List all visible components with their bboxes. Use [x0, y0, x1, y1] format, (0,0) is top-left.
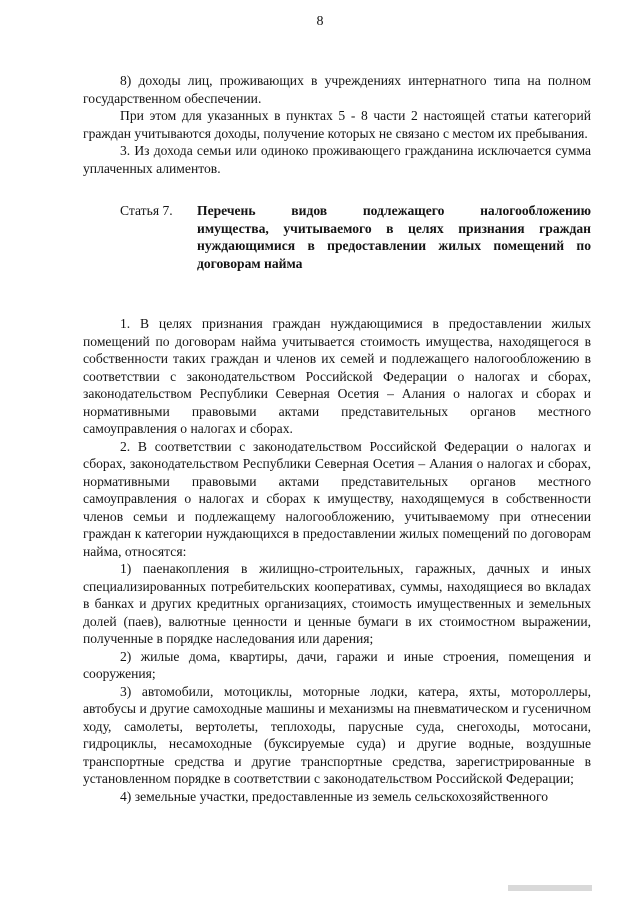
article-title-line: договорам найма: [197, 255, 303, 271]
paragraph-part-1: 1. В целях признания граждан нуждающимися в предоставлении жилых помещений по договорам найма учитывается стоимость имущества, находящегося в собственности таких граждан и членов их семей и подлежащего налогообложению в соответствии с законодательством Российской Федерации о налогах и сборах, законодательством Республики Северная Осетия – Алания о налогах и сборах и нормативными правовыми актами представительных органов местного самоуправления о налогах и сборах.: [83, 316, 591, 436]
paragraph-item-8: 8) доходы лиц, проживающих в учреждениях интернатного типа на полном государственном обеспечении.: [83, 73, 591, 106]
paragraph-part-3: 3. Из дохода семьи или одиноко проживающего гражданина исключается сумма уплаченных алиментов.: [83, 143, 591, 176]
article-title-line: Перечень видов подлежащего налогообложению: [197, 203, 591, 218]
paragraph-note: При этом для указанных в пунктах 5 - 8 части 2 настоящей статьи категорий граждан учитываются доходы, получение которых не связано с местом их пребывания.: [83, 108, 591, 141]
footer-mark: [508, 885, 592, 891]
article-heading: [120, 202, 591, 272]
paragraph-part-2: 2. В соответствии с законодательством Российской Федерации о налогах и сборах, законодательством Республики Северная Осетия – Алания о налогах и сборах, нормативными правовыми актами представительных органов местного самоуправления о налогах и сборах к имуществу, находящемуся в собственности членов семьи и подлежащему налогообложению, учитываемому при отнесении граждан к категории нуждающихся в предоставлении жилых помещений по договорам найма, относятся:: [83, 438, 591, 559]
paragraph-list-1: 1) паенакопления в жилищно-строительных, гаражных, дачных и иных специализированных потребительских кооперативах, суммы, находящиеся во вкладах в банках и других кредитных организациях, стоимость имущественных и земельных долей (паев), валютные ценности и ценные бумаги в их стоимостном выражении, полученные в порядке наследования или дарения;: [83, 561, 591, 646]
article-title-line: имущества, учитываемого в целях признания граждан: [197, 220, 591, 236]
article-label: Статья 7.: [120, 203, 173, 218]
page-number: 8: [316, 14, 324, 29]
article-title: [197, 202, 591, 272]
paragraph-list-4: 4) земельные участки, предоставленные из земель сельскохозяйственного: [120, 788, 549, 804]
paragraph-list-2: 2) жилые дома, квартиры, дачи, гаражи и иные строения, помещения и сооружения;: [83, 648, 591, 681]
document-body: [83, 72, 591, 805]
article-title-line: нуждающимися в предоставлении жилых помещений по: [197, 238, 591, 253]
paragraph-list-3: 3) автомобили, мотоциклы, моторные лодки, катера, яхты, мотороллеры, автобусы и другие самоходные машины и механизмы на пневматическом и гусеничном ходу, самолеты, вертолеты, теплоходы, парусные суда, снегоходы, мотосани, гидроциклы, несамоходные (буксируемые суда) и другие водные, воздушные транспортные средства и другие транспортные средства, зарегистрированные в установленном порядке в соответствии с законодательством Российской Федерации;: [83, 683, 591, 786]
